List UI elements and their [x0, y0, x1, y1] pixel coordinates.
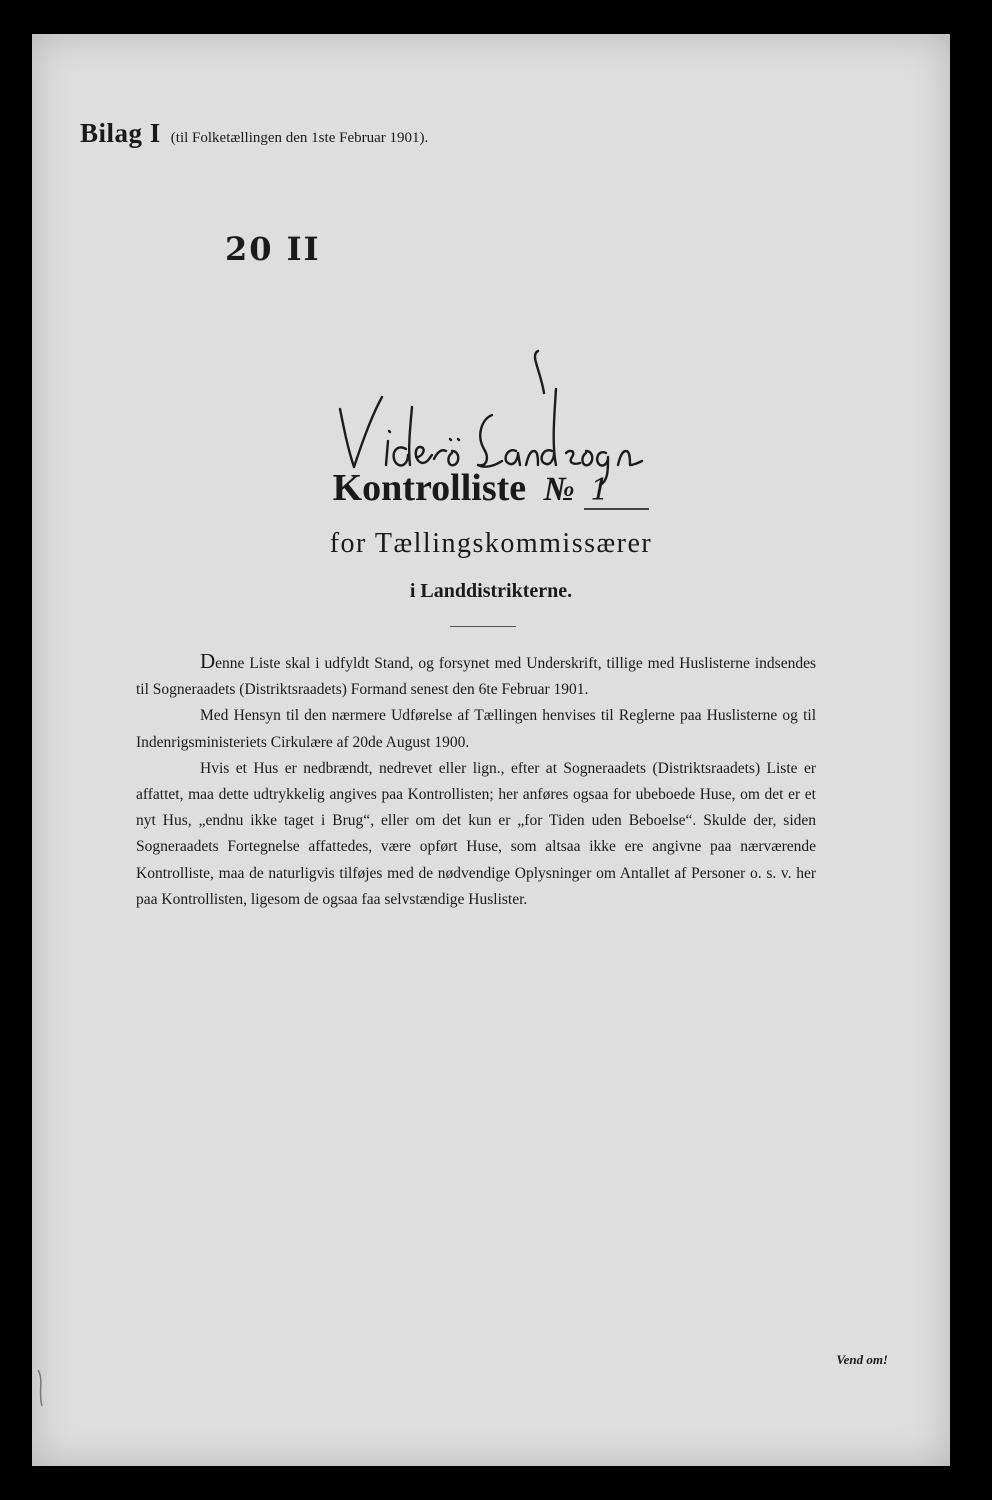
title-main: Kontrolliste	[332, 467, 527, 509]
header-line	[80, 118, 428, 149]
paragraph-1-initial: D	[200, 649, 216, 673]
title-number-value: 1	[584, 473, 649, 510]
turn-over-note: Vend om!	[836, 1352, 888, 1367]
title-number-mark: №	[543, 471, 575, 508]
document-page	[32, 34, 950, 1466]
stamp-number: 20 II	[225, 230, 321, 268]
instruction-paragraph-1	[136, 648, 816, 703]
bilag-label: Bilag I	[80, 118, 161, 148]
subtitle-line-1: for Tællingskommissærer	[329, 528, 653, 559]
page-edge-mark	[36, 1368, 46, 1408]
document-title	[32, 466, 950, 510]
instructions-body	[136, 648, 816, 913]
instruction-paragraph-2: Med Hensyn til den nærmere Udførelse af Tællingen henvises til Reglerne paa Huslisterne og til Indenrigsministeriets Cirkulære af 20de August 1900.	[136, 707, 816, 751]
divider-rule	[450, 626, 516, 627]
instruction-paragraph-3: Hvis et Hus er nedbrændt, nedrevet eller lign., efter at Sogneraadets (Distriktsraadets) Liste er affattet, maa dette udtrykkelig angives paa Kontrollisten; her anføres ogsaa for ubeboede Huse, om det er et nyt Hus, „endnu ikke taget i Brug“, eller om det kun er „for Tiden uden Beboelse“. Skulde der, siden Sogneraadets Fortegnelse affattedes, være opført Huse, som altsaa ikke ere angivne paa nærværende Kontrolliste, maa de naturligvis tilføjes med de nødvendige Oplysninger om Antallet af Personer o. s. v. her paa Kontrollisten, ligesom de ogsaa faa selvstændige Huslister.	[136, 759, 816, 908]
bilag-subtitle: (til Folketællingen den 1ste Februar 1901).	[170, 130, 429, 146]
paragraph-1-text: enne Liste skal i udfyldt Stand, og forsynet med Underskrift, tillige med Huslisterne indsendes til Sogneraadets (Distriktsraadets) Formand senest den 6te Februar 1901.	[136, 655, 816, 699]
subtitle-line-2: i Landdistrikterne.	[409, 580, 573, 602]
